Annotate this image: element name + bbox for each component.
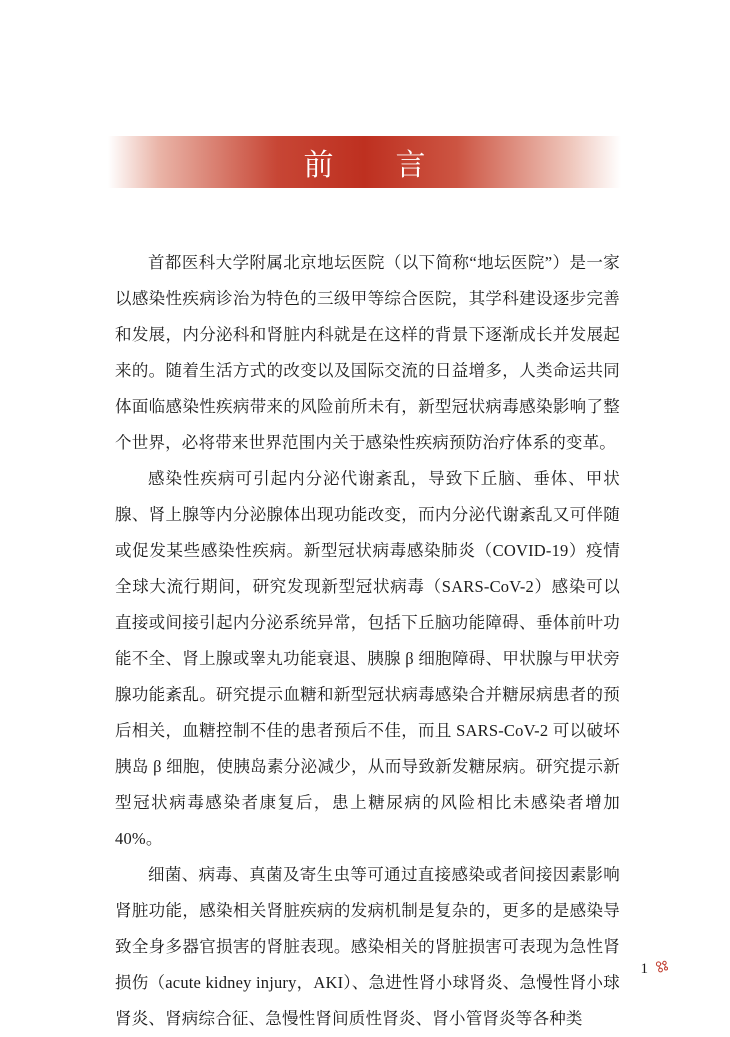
page-title: 前 言 (303, 148, 442, 183)
page-footer (641, 958, 673, 978)
body-text (115, 245, 620, 1037)
paragraph-1: 首都医科大学附属北京地坛医院（以下简称“地坛医院”）是一家以感染性疾病诊治为特色的三级甲等综合医院，其学科建设逐步完善和发展，内分泌科和肾脏内科就是在这样的背景下逐渐成长并发展起来的。随着生活方式的改变以及国际交流的日益增多，人类命运共同体面临感染性疾病带来的风险前所未有，新型冠状病毒感染影响了整个世界，必将带来世界范围内关于感染性疾病预防治疗体系的变革。 (115, 253, 620, 452)
page-number: 1 (640, 961, 648, 977)
paragraph-3: 细菌、病毒、真菌及寄生虫等可通过直接感染或者间接因素影响肾脏功能，感染相关肾脏疾病的发病机制是复杂的，更多的是感染导致全身多器官损害的肾脏表现。感染相关的肾脏损害可表现为急性肾损伤（acute kidney injury，AKI）、急进性肾小球肾炎、急慢性肾小球肾炎、肾病综合征、急慢性肾间质性肾炎、肾小管肾炎等各种类 (115, 865, 620, 1028)
chapter-title-banner (108, 136, 621, 188)
flower-decoration-icon (652, 958, 672, 978)
paragraph-2: 感染性疾病可引起内分泌代谢紊乱，导致下丘脑、垂体、甲状腺、肾上腺等内分泌腺体出现功能改变，而内分泌代谢紊乱又可伴随或促发某些感染性疾病。新型冠状病毒感染肺炎（COVID-19）疫情全球大流行期间，研究发现新型冠状病毒（SARS-CoV-2）感染可以直接或间接引起内分泌系统异常，包括下丘脑功能障碍、垂体前叶功能不全、肾上腺或睾丸功能衰退、胰腺 β 细胞障碍、甲状腺与甲状旁腺功能紊乱。研究提示血糖和新型冠状病毒感染合并糖尿病患者的预后相关，血糖控制不佳的患者预后不佳，而且 SARS-CoV-2 可以破坏胰岛 β 细胞，使胰岛素分泌减少，从而导致新发糖尿病。研究提示新型冠状病毒感染者康复后，患上糖尿病的风险相比未感染者增加 40%。 (115, 469, 620, 848)
